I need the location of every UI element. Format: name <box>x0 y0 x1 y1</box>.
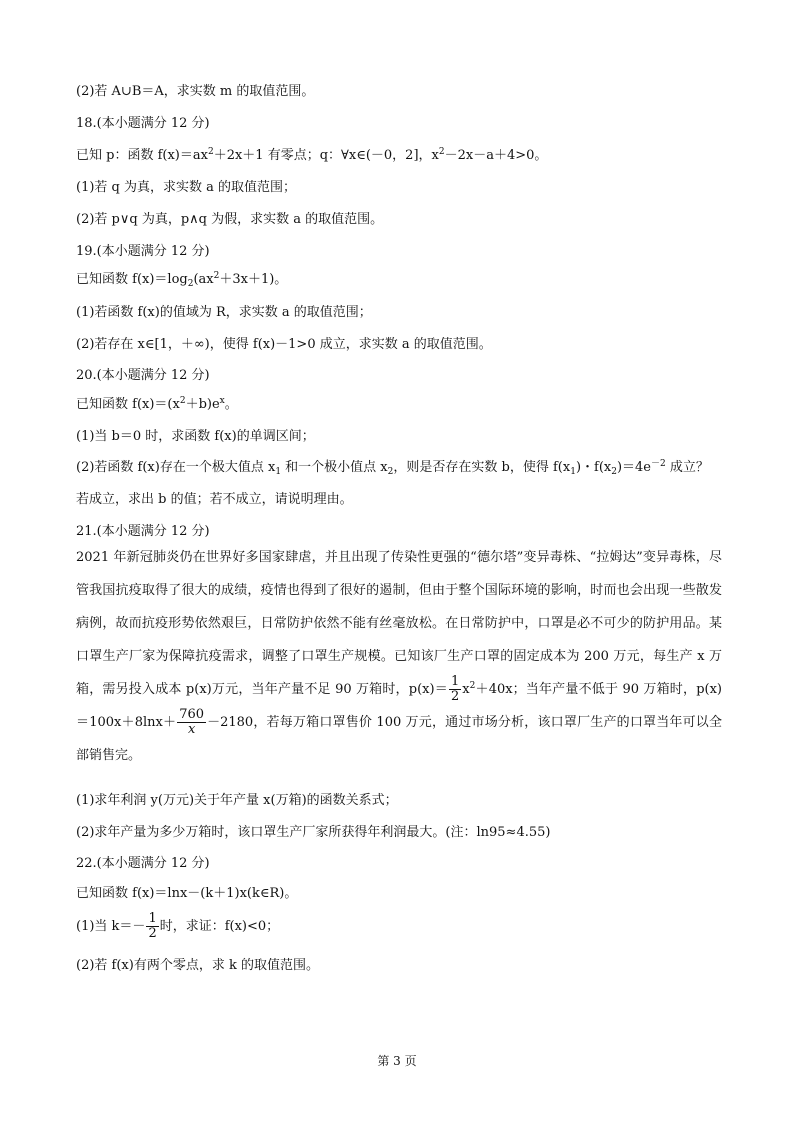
q22-heading: 22.(本小题满分 12 分) <box>76 856 210 871</box>
fraction-one-half-q22: $\frac{1}{2}$ <box>148 911 157 941</box>
q19-intro: 已知函数 $f(x)=\log_2(ax^2+3x+1)$。 <box>76 271 288 289</box>
page-number: 第 3 页 <box>377 1054 417 1068</box>
q20-part1: (1)当 b＝0 时，求函数 f(x)的单调区间； <box>76 429 315 444</box>
fraction-one-half: $\frac{1}{2}$ <box>450 674 460 704</box>
q19-heading: 19.(本小题满分 12 分) <box>76 244 210 259</box>
q18-heading: 18.(本小题满分 12 分) <box>76 116 210 131</box>
q20-intro: 已知函数 $f(x)=(x^2+b)e^x$。 <box>76 396 238 412</box>
q17-part2: (2)若 A∪B＝A，求实数 m 的取值范围。 <box>76 84 315 99</box>
q19-part1: (1)若函数 f(x)的值域为 R，求实数 a 的取值范围； <box>76 305 372 320</box>
q18-intro: 已知 p：函数 $f(x)=ax^2+2x+1$ 有零点；q：∀x∈(－0，2]，$x^2-2x-a+4>0$。 <box>76 147 548 163</box>
fraction-760-over-x: $\frac{760}{x}$ <box>179 707 205 737</box>
q21-part2: (2)求年产量为多少万箱时，该口罩生产厂家所获得年利润最大。(注：ln95≈4.55) <box>76 825 551 840</box>
q22-part2: (2)若 f(x)有两个零点，求 k 的取值范围。 <box>76 958 319 973</box>
q20-part2-cont: 若成立，求出 b 的值；若不成立，请说明理由。 <box>76 492 353 507</box>
q21-paragraph: 2021 年新冠肺炎仍在世界好多国家肆虐，并且出现了传染性更强的“德尔塔”变异毒株、“拉姆达”变异毒株，尽管我国抗疫取得了很大的成绩，疫情也得到了很好的遏制，但由于整个国际环境的影响，时而也会出现一些散发病例，故而抗疫形势依然艰巨，日常防护依然不能有丝毫放松。在日常防护中，口罩是必不可少的防护用品。某口罩生产厂家为保障抗疫需求，调整了口罩生产规模。已知该厂生产口罩的固定成本为 200 万元，每生产 x 万箱，需另投入成本 p(x)万元，当年产量不足 90 万箱时，p(x)＝ $\frac{1}{2}$ $x^2+40x$；当年产量不低于 90 万箱时，p(x)＝100x＋8lnx＋ $\frac{760}{x}$ －2180，若每万箱口罩售价 100 万元，通过市场分析，该口罩厂生产的口罩当年可以全部销售完。 <box>76 550 722 763</box>
q19-part2: (2)若存在 x∈[1，＋∞)，使得 f(x)－1>0 成立，求实数 a 的取值范围。 <box>76 337 492 352</box>
q22-intro: 已知函数 f(x)＝lnx－(k＋1)x(k∈R)。 <box>76 886 298 901</box>
q20-heading: 20.(本小题满分 12 分) <box>76 368 210 383</box>
q21-part1: (1)求年利润 y(万元)关于年产量 x(万箱)的函数关系式； <box>76 793 398 808</box>
q22-part1: (1)当 k＝－ $\frac{1}{2}$ 时，求证：f(x)<0； <box>76 911 280 941</box>
q21-heading: 21.(本小题满分 12 分) <box>76 524 210 539</box>
q20-part2: (2)若函数 f(x)存在一个极大值点 $x_1$ 和一个极小值点 $x_2$，则是否存在实数 b，使得 $f(x_1)$・$f(x_2)=4e^{-2}$ 成立？ <box>76 459 709 477</box>
q18-part1: (1)若 q 为真，求实数 a 的取值范围； <box>76 180 297 195</box>
q18-part2: (2)若 p∨q 为真，p∧q 为假，求实数 a 的取值范围。 <box>76 212 384 227</box>
